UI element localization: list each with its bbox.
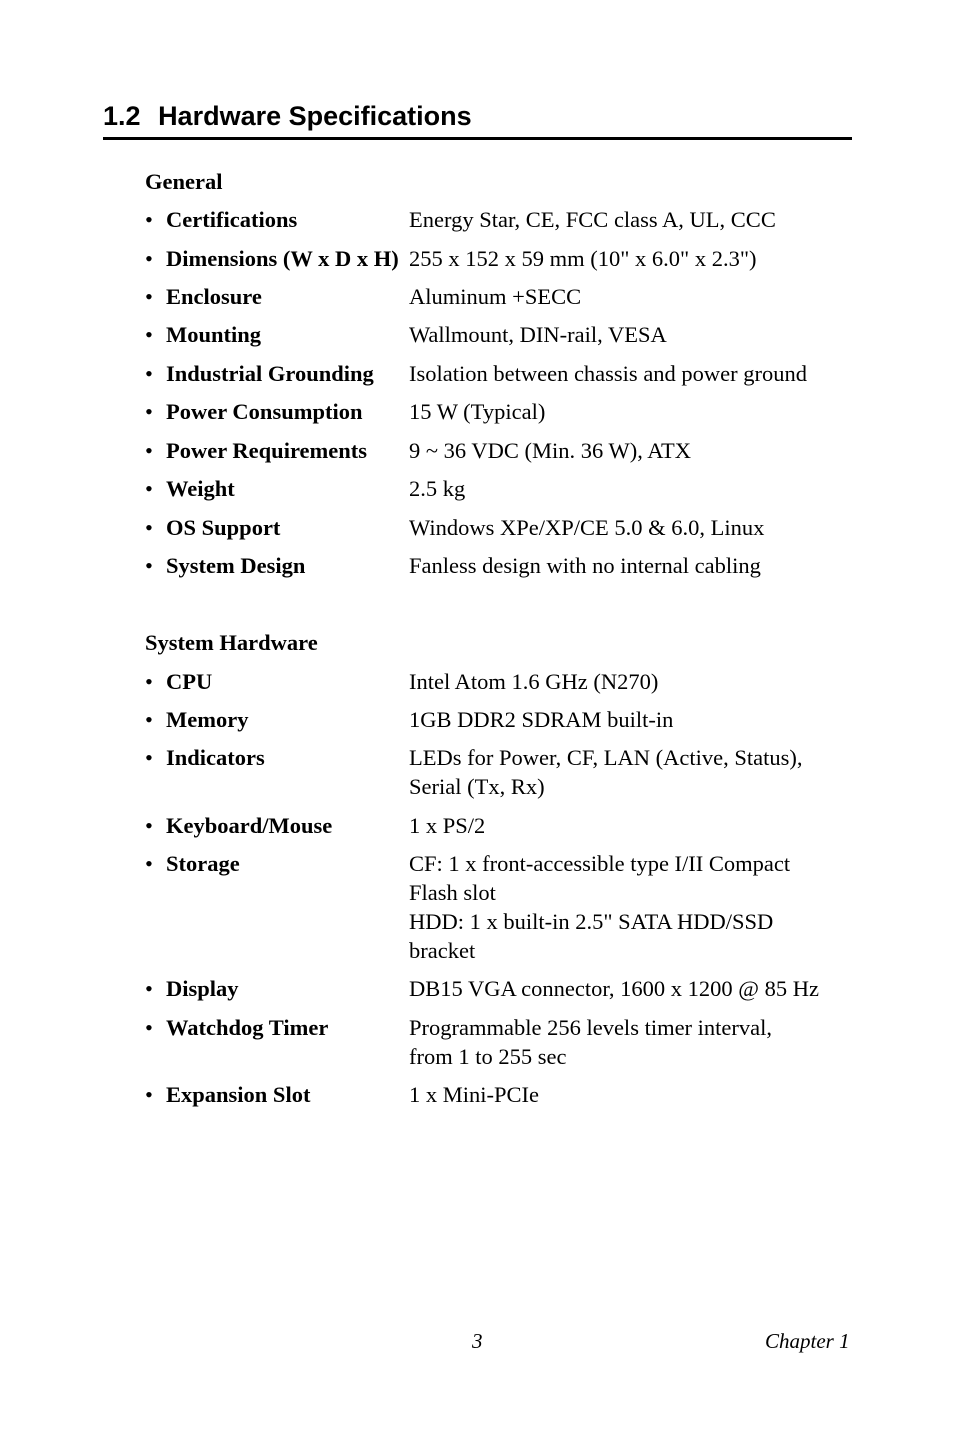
spec-value-line: 1 x Mini-PCIe xyxy=(409,1082,540,1107)
bullet-icon: • xyxy=(145,1082,153,1107)
spec-value-line: 1 x PS/2 xyxy=(409,813,486,838)
spec-value-line: LEDs for Power, CF, LAN (Active, Status), xyxy=(409,745,803,770)
system-hardware-title: System Hardware xyxy=(145,630,318,655)
spec-label: Storage xyxy=(166,851,240,876)
spec-value xyxy=(409,667,855,696)
spec-value xyxy=(409,1080,855,1109)
spec-value-line: Aluminum +SECC xyxy=(409,284,582,309)
spec-value-line: Programmable 256 levels timer interval, xyxy=(409,1015,773,1040)
spec-value xyxy=(409,474,855,503)
spec-value xyxy=(409,397,855,426)
spec-value-line: Fanless design with no internal cabling xyxy=(409,553,761,578)
bullet-icon: • xyxy=(145,851,153,876)
spec-value-line: HDD: 1 x built-in 2.5" SATA HDD/SSD xyxy=(409,909,774,934)
bullet-icon: • xyxy=(145,813,153,838)
spec-value xyxy=(409,705,855,734)
spec-value-line: 1GB DDR2 SDRAM built-in xyxy=(409,707,674,732)
spec-label: Mounting xyxy=(166,322,262,347)
bullet-icon: • xyxy=(145,438,153,463)
chapter-label: Chapter 1 xyxy=(765,1329,850,1353)
spec-value-line: 2.5 kg xyxy=(409,476,466,501)
spec-value xyxy=(409,849,855,965)
spec-value xyxy=(409,282,855,311)
spec-label: Enclosure xyxy=(166,284,262,309)
section-number: 1.2 xyxy=(103,101,141,131)
bullet-icon: • xyxy=(145,322,153,347)
spec-label: Expansion Slot xyxy=(166,1082,311,1107)
spec-label: Dimensions (W x D x H) xyxy=(166,246,399,271)
bullet-icon: • xyxy=(145,745,153,770)
spec-value xyxy=(409,359,855,388)
spec-value-line: Serial (Tx, Rx) xyxy=(409,774,545,799)
spec-value xyxy=(409,513,855,542)
spec-value-line: Isolation between chassis and power ground xyxy=(409,361,808,386)
bullet-icon: • xyxy=(145,246,153,271)
bullet-icon: • xyxy=(145,207,153,232)
bullet-icon: • xyxy=(145,399,153,424)
bullet-icon: • xyxy=(145,515,153,540)
page-number: 3 xyxy=(472,1329,483,1353)
bullet-icon: • xyxy=(145,669,153,694)
spec-value-line: 9 ~ 36 VDC (Min. 36 W), ATX xyxy=(409,438,691,463)
spec-value-line: DB15 VGA connector, 1600 x 1200 @ 85 Hz xyxy=(409,976,819,1001)
spec-value-line: Flash slot xyxy=(409,880,496,905)
spec-label: Watchdog Timer xyxy=(166,1015,329,1040)
spec-value xyxy=(409,205,855,234)
spec-label: Certifications xyxy=(166,207,298,232)
spec-value xyxy=(409,551,855,580)
spec-value-line: Windows XPe/XP/CE 5.0 & 6.0, Linux xyxy=(409,515,765,540)
section-title: Hardware Specifications xyxy=(158,101,472,131)
bullet-icon: • xyxy=(145,553,153,578)
bullet-icon: • xyxy=(145,1015,153,1040)
spec-label: Display xyxy=(166,976,239,1001)
spec-label: Keyboard/Mouse xyxy=(166,813,333,838)
spec-value xyxy=(409,244,855,273)
bullet-icon: • xyxy=(145,976,153,1001)
spec-label: System Design xyxy=(166,553,306,578)
spec-value-line: Energy Star, CE, FCC class A, UL, CCC xyxy=(409,207,776,232)
spec-value-line: 255 x 152 x 59 mm (10" x 6.0" x 2.3") xyxy=(409,246,757,271)
spec-label: Power Requirements xyxy=(166,438,368,463)
spec-label: Industrial Grounding xyxy=(166,361,374,386)
spec-label: Weight xyxy=(166,476,235,501)
spec-value xyxy=(409,436,855,465)
bullet-icon: • xyxy=(145,361,153,386)
spec-value xyxy=(409,811,855,840)
bullet-icon: • xyxy=(145,707,153,732)
spec-value xyxy=(409,974,855,1003)
spec-value-line: from 1 to 255 sec xyxy=(409,1044,567,1069)
spec-value-line: Intel Atom 1.6 GHz (N270) xyxy=(409,669,659,694)
spec-value xyxy=(409,743,855,801)
spec-value-line: bracket xyxy=(409,938,476,963)
bullet-icon: • xyxy=(145,476,153,501)
spec-label: Memory xyxy=(166,707,249,732)
section-heading xyxy=(103,98,852,140)
spec-value-line: CF: 1 x front-accessible type I/II Compact xyxy=(409,851,791,876)
spec-label: OS Support xyxy=(166,515,281,540)
spec-label: CPU xyxy=(166,669,213,694)
spec-value xyxy=(409,320,855,349)
general-title: General xyxy=(145,169,223,194)
spec-value-line: 15 W (Typical) xyxy=(409,399,546,424)
spec-value-line: Wallmount, DIN-rail, VESA xyxy=(409,322,667,347)
spec-value xyxy=(409,1013,855,1071)
spec-label: Power Consumption xyxy=(166,399,363,424)
bullet-icon: • xyxy=(145,284,153,309)
spec-label: Indicators xyxy=(166,745,265,770)
